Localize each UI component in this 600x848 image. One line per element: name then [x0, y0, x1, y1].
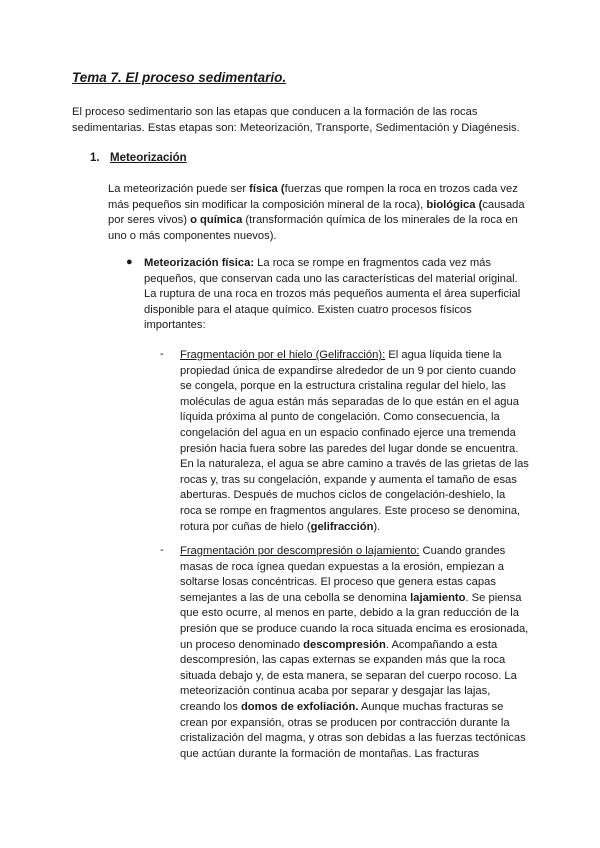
text-run: La roca se rompe en fragmentos cada vez más pequeños, que conservan cada uno las características del material original. La ruptura de una roca en trozos más pequeños aumenta el área superficial disponible para el ataque químico. Existen cuatro procesos físicos importantes:	[144, 257, 521, 332]
text-run: . Acompañando a esta descompresión, las capas externas se expanden más que la roca situada debajo y, de esta manera, se separan del cuerpo rocoso. La meteorización continua acaba por separar y desgajar las lajas, creando los	[180, 638, 517, 713]
bold-run: física (	[249, 183, 285, 195]
section-number: 1.	[90, 152, 100, 164]
bold-run: descompresión	[303, 638, 386, 651]
text-run: . Se piensa que esto ocurre, al menos en parte, debido a la gran reducción de la presión que se produce cuando la roca situada encima es erosionada, un proceso denominado	[180, 591, 529, 651]
descompresion-item	[180, 544, 530, 762]
section-heading	[90, 152, 187, 164]
item-label: Fragmentación por descompresión o lajamiento:	[180, 545, 420, 557]
section-label: Meteorización	[110, 152, 187, 164]
text-run: (transformación química de los minerales de la roca en uno o más componentes nuevos).	[108, 214, 518, 242]
bold-run: biológica (	[426, 198, 483, 211]
text-run: fuerzas que rompen la roca en trozos cada vez más pequeños sin modificar la composición mineral de la roca),	[108, 183, 518, 211]
item-label: Fragmentación por el hielo (Gelifracción):	[180, 349, 386, 361]
bold-run: gelifracción	[310, 520, 374, 533]
bullet-dot-icon: ●	[126, 256, 133, 268]
dash-marker: -	[160, 544, 164, 556]
text-run: Aunque muchas fracturas se crean por expansión, otras se producen por contracción durante la cristalización del magma, y otras son debidas a las fuerzas tectónicas que actúan durante la formación de montañas. Las fracturas	[180, 700, 526, 760]
text-run: ).	[373, 520, 381, 533]
intro-paragraph: El proceso sedimentario son las etapas que conducen a la formación de las rocas sedimentarias. Estas etapas son: Meteorización, Transporte, Sedimentación y Diagénesis.	[72, 106, 520, 134]
bold-run: lajamiento	[410, 591, 466, 604]
bold-run: Meteorización física:	[144, 257, 255, 269]
text-run: El agua líquida tiene la propiedad única de expandirse alrededor de un 9 por ciento cuando se congela, porque en la estructura cristalina regular del hielo, las moléculas de agua están más separadas de lo que están en el agua líquida próxima al punto de congelación. Como consecuencia, la congelación del agua en un espacio confinado ejerce una tremenda presión hacia fuera sobre las paredes del lugar donde se encuentra. En la naturaleza, el agua se abre camino a través de las grietas de las rocas y, tras su congelación, expande y aumenta el tamaño de esas aberturas. Después de muchos ciclos de congelación-deshielo, la roca se rompe en fragmentos angulares. Este proceso se denomina, rotura por cuñas de hielo (	[180, 349, 529, 533]
page-title: Tema 7. El proceso sedimentario.	[72, 70, 287, 85]
meteorizacion-paragraph	[108, 182, 528, 244]
text-run: causada por seres vivos)	[108, 198, 525, 227]
text-run: La meteorización puede ser	[108, 183, 250, 195]
hielo-item	[180, 348, 530, 535]
bullet-text	[144, 256, 528, 334]
dash-marker: -	[160, 348, 164, 360]
text-run: Cuando grandes masas de roca ígnea quedan expuestas a la erosión, empiezan a soltarse losas concéntricas. El proceso que genera estas capas semejantes a las de una cebolla se denomina	[180, 545, 506, 604]
bold-run: o química	[190, 214, 243, 227]
bold-run: domos de exfoliación.	[240, 700, 359, 713]
